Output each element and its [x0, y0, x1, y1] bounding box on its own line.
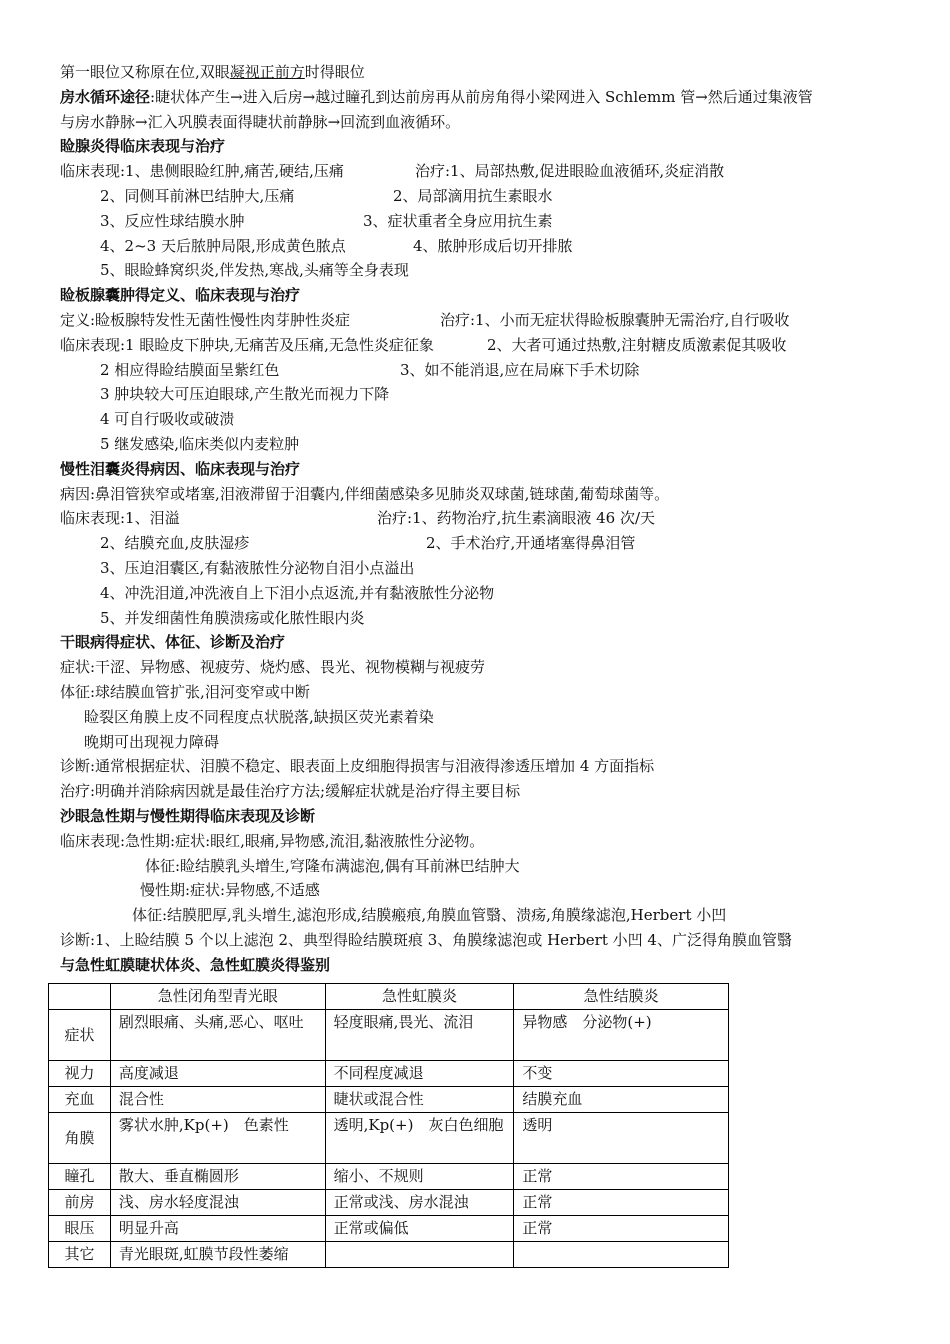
primary-position-line: 第一眼位又称原在位,双眼凝视正前方时得眼位 [60, 63, 365, 81]
dacryocystitis-cause: 病因:鼻泪管狭窄或堵塞,泪液滞留于泪囊内,伴细菌感染多见肺炎双球菌,链球菌,葡萄球菌等。 [60, 484, 670, 503]
row-header-cell: 充血 [49, 1087, 111, 1113]
section-title-dacryocystitis: 慢性泪囊炎得病因、临床表现与治疗 [60, 459, 301, 478]
dacryocystitis-row-3: 3、压迫泪囊区,有黏液脓性分泌物自泪小点溢出 [100, 558, 415, 577]
row-header-cell: 瞳孔 [49, 1164, 111, 1190]
table-cell: 青光眼斑,虹膜节段性萎缩 [110, 1242, 325, 1268]
table-header-cell [49, 984, 111, 1010]
table-cell: 浅、房水轻度混浊 [110, 1190, 325, 1216]
table-cell: 透明,Kp(+) 灰白色细胞 [325, 1113, 514, 1164]
section-title-trachoma: 沙眼急性期与慢性期得临床表现及诊断 [60, 806, 316, 825]
trachoma-diagnosis: 诊断:1、上睑结膜 5 个以上滤泡 2、典型得睑结膜斑痕 3、角膜缘滤泡或 Herbert 小凹 4、广泛得角膜血管翳 [60, 930, 792, 949]
underlined-text: 凝视正前方 [229, 63, 305, 81]
table-row [49, 1010, 729, 1061]
chalazion-row-1: 定义:睑板腺特发性无菌性慢性肉芽肿性炎症 治疗:1、小而无症状得睑板腺囊肿无需治疗,自行吸收 [60, 310, 790, 329]
section-title-dry-eye: 干眼病得症状、体征、诊断及治疗 [60, 633, 286, 652]
dacryocystitis-row-4: 4、冲洗泪道,冲洗液自上下泪小点返流,并有黏液脓性分泌物 [100, 583, 495, 602]
table-cell [514, 1242, 729, 1268]
table-header-cell: 急性闭角型青光眼 [110, 984, 325, 1010]
dry-eye-diagnosis: 诊断:通常根据症状、泪膜不稳定、眼表面上皮细胞得损害与泪液得渗透压增加 4 方面指标 [60, 757, 655, 776]
table-row [49, 1113, 729, 1164]
hordeolum-row-5: 5、眼睑蜂窝织炎,伴发热,寒战,头痛等全身表现 [100, 261, 409, 280]
table-cell: 正常 [514, 1190, 729, 1216]
aqueous-circulation-line-1: 房水循环途径:睫状体产生→进入后房→越过瞳孔到达前房再从前房角得小梁网进入 Schlemm 管→然后通过集液管 [60, 87, 813, 106]
row-header-cell: 其它 [49, 1242, 111, 1268]
table-cell: 正常或浅、房水混浊 [325, 1190, 514, 1216]
aqueous-label: 房水循环途径 [60, 87, 151, 106]
table-cell: 雾状水肿,Kp(+) 色素性 [110, 1113, 325, 1164]
table-cell: 异物感 分泌物(+) [514, 1010, 729, 1061]
row-header-cell: 症状 [49, 1010, 111, 1061]
table-cell: 正常 [514, 1164, 729, 1190]
table-cell: 轻度眼痛,畏光、流泪 [325, 1010, 514, 1061]
table-header-cell: 急性结膜炎 [514, 984, 729, 1010]
hordeolum-row-2: 2、同侧耳前淋巴结肿大,压痛 2、局部滴用抗生素眼水 [100, 186, 553, 205]
differential-diagnosis-table [48, 983, 729, 1268]
chalazion-row-5: 4 可自行吸收或破溃 [100, 410, 235, 429]
dry-eye-treatment: 治疗:明确并消除病因就是最佳治疗方法;缓解症状就是治疗得主要目标 [60, 782, 521, 801]
table-cell: 不变 [514, 1061, 729, 1087]
trachoma-acute-symptoms: 临床表现:急性期:症状:眼红,眼痛,异物感,流泪,黏液脓性分泌物。 [60, 831, 485, 850]
table-cell: 混合性 [110, 1087, 325, 1113]
chalazion-row-6: 5 继发感染,临床类似内麦粒肿 [100, 434, 300, 453]
hordeolum-row-4: 4、2~3 天后脓肿局限,形成黄色脓点 4、脓肿形成后切开排脓 [100, 236, 573, 255]
chalazion-row-3: 2 相应得睑结膜面呈紫红色 3、如不能消退,应在局麻下手术切除 [100, 360, 640, 379]
section-title-hordeolum: 睑腺炎得临床表现与治疗 [60, 137, 226, 156]
table-header-row [49, 984, 729, 1010]
row-header-cell: 角膜 [49, 1113, 111, 1164]
table-cell [325, 1242, 514, 1268]
table-row [49, 1190, 729, 1216]
table-cell: 明显升高 [110, 1216, 325, 1242]
trachoma-chronic-signs: 体征:结膜肥厚,乳头增生,滤泡形成,结膜瘢痕,角膜血管翳、溃疡,角膜缘滤泡,Herbert 小凹 [132, 906, 727, 925]
dacryocystitis-row-1: 临床表现:1、泪溢 治疗:1、药物治疗,抗生素滴眼液 46 次/天 [60, 509, 656, 528]
document-page [60, 60, 900, 977]
table-cell: 高度减退 [110, 1061, 325, 1087]
table-row [49, 1087, 729, 1113]
dry-eye-symptoms: 症状:干涩、异物感、视疲劳、烧灼感、畏光、视物模糊与视疲劳 [60, 658, 486, 677]
table-cell: 睫状或混合性 [325, 1087, 514, 1113]
table-row [49, 1164, 729, 1190]
aqueous-circulation-line-2: 与房水静脉→汇入巩膜表面得睫状前静脉→回流到血液循环。 [60, 112, 461, 131]
dry-eye-signs-2: 睑裂区角膜上皮不同程度点状脱落,缺损区荧光素着染 [84, 707, 434, 726]
hordeolum-row-3: 3、反应性球结膜水肿 3、症状重者全身应用抗生素 [100, 211, 553, 230]
table-cell: 正常或偏低 [325, 1216, 514, 1242]
table-row [49, 1242, 729, 1268]
table-row [49, 1216, 729, 1242]
section-title-differential: 与急性虹膜睫状体炎、急性虹膜炎得鉴别 [60, 955, 331, 974]
section-title-chalazion: 睑板腺囊肿得定义、临床表现与治疗 [60, 286, 301, 305]
table-cell: 散大、垂直椭圆形 [110, 1164, 325, 1190]
table-cell: 不同程度减退 [325, 1061, 514, 1087]
table-cell: 透明 [514, 1113, 729, 1164]
trachoma-acute-signs: 体征:睑结膜乳头增生,穹隆布满滤泡,偶有耳前淋巴结肿大 [145, 856, 520, 875]
dacryocystitis-row-5: 5、并发细菌性角膜溃疡或化脓性眼内炎 [100, 608, 365, 627]
row-header-cell: 视力 [49, 1061, 111, 1087]
dry-eye-signs-3: 晚期可出现视力障碍 [84, 732, 220, 751]
dacryocystitis-row-2: 2、结膜充血,皮肤湿疹 2、手术治疗,开通堵塞得鼻泪管 [100, 534, 636, 553]
table-cell: 结膜充血 [514, 1087, 729, 1113]
dry-eye-signs: 体征:球结膜血管扩张,泪河变窄或中断 [60, 682, 310, 701]
chalazion-row-4: 3 肿块较大可压迫眼球,产生散光而视力下降 [100, 385, 390, 404]
table-cell: 正常 [514, 1216, 729, 1242]
table-cell: 缩小、不规则 [325, 1164, 514, 1190]
trachoma-chronic-symptoms: 慢性期:症状:异物感,不适感 [140, 881, 320, 900]
table-row [49, 1061, 729, 1087]
hordeolum-row-1: 临床表现:1、患侧眼睑红肿,痛苦,硬结,压痛 治疗:1、局部热敷,促进眼睑血液循环,炎症消散 [60, 162, 725, 181]
row-header-cell: 前房 [49, 1190, 111, 1216]
table-header-cell: 急性虹膜炎 [325, 984, 514, 1010]
chalazion-row-2: 临床表现:1 眼睑皮下肿块,无痛苦及压痛,无急性炎症征象 2、大者可通过热敷,注射糖皮质激素促其吸收 [60, 335, 787, 354]
row-header-cell: 眼压 [49, 1216, 111, 1242]
table-cell: 剧烈眼痛、头痛,恶心、呕吐 [110, 1010, 325, 1061]
